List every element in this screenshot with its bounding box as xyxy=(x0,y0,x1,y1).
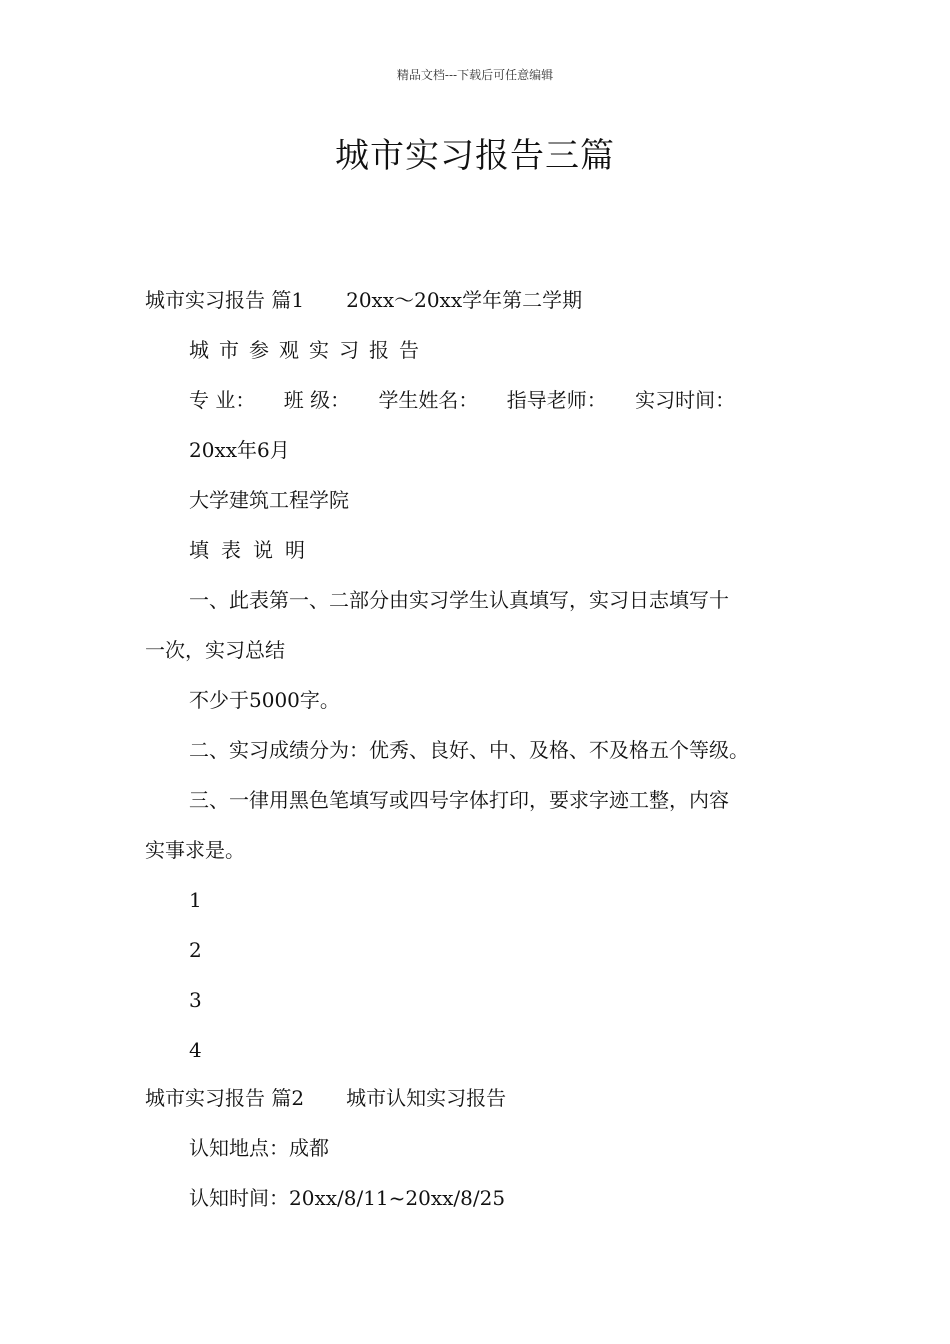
section2-location: 认知地点：成都 xyxy=(189,1136,329,1160)
section2-heading-line xyxy=(145,1084,506,1112)
list-number-1: 1 xyxy=(189,888,202,912)
section2-time: 认知时间：20xx/8/11~20xx/8/25 xyxy=(189,1186,506,1210)
instruction1-line1: 一、此表第一、二部分由实习学生认真填写，实习日志填写十 xyxy=(189,588,729,612)
list-number-2: 2 xyxy=(189,938,202,962)
field-advisor: 指导老师： xyxy=(506,388,607,412)
section1-date: 20xx年6月 xyxy=(189,438,290,462)
field-internship-time: 实习时间： xyxy=(635,388,736,412)
list-number-4: 4 xyxy=(189,1038,202,1062)
instruction3-line1: 三、一律用黑色笔填写或四号字体打印，要求字迹工整，内容 xyxy=(189,788,729,812)
instructions-heading: 填表说明 xyxy=(189,538,317,562)
field-class: 班 级： xyxy=(283,388,351,412)
section2-report-name: 城市认知实习报告 xyxy=(346,1086,507,1110)
instruction2: 二、实习成绩分为：优秀、良好、中、及格、不及格五个等级。 xyxy=(189,738,749,762)
instruction3-line2: 实事求是。 xyxy=(145,838,245,862)
section1-report-name: 城市参观实习报告 xyxy=(189,338,429,362)
list-number-3: 3 xyxy=(189,988,202,1012)
field-major: 专 业： xyxy=(189,388,256,412)
section1-fields xyxy=(189,386,757,414)
instruction1-line3: 不少于5000字。 xyxy=(189,688,340,712)
section1-school: 大学建筑工程学院 xyxy=(189,488,349,512)
section1-label: 城市实习报告 篇1 xyxy=(145,288,305,312)
section1-term: 20xx～20xx学年第二学期 xyxy=(346,288,583,312)
section1-heading-line xyxy=(145,286,582,314)
instruction1-line2: 一次，实习总结 xyxy=(145,638,285,662)
document-title: 城市实习报告三篇 xyxy=(335,136,615,176)
section2-label: 城市实习报告 篇2 xyxy=(145,1086,305,1110)
field-student-name: 学生姓名： xyxy=(378,388,479,412)
header-note: 精品文档---下载后可任意编辑 xyxy=(396,68,554,82)
